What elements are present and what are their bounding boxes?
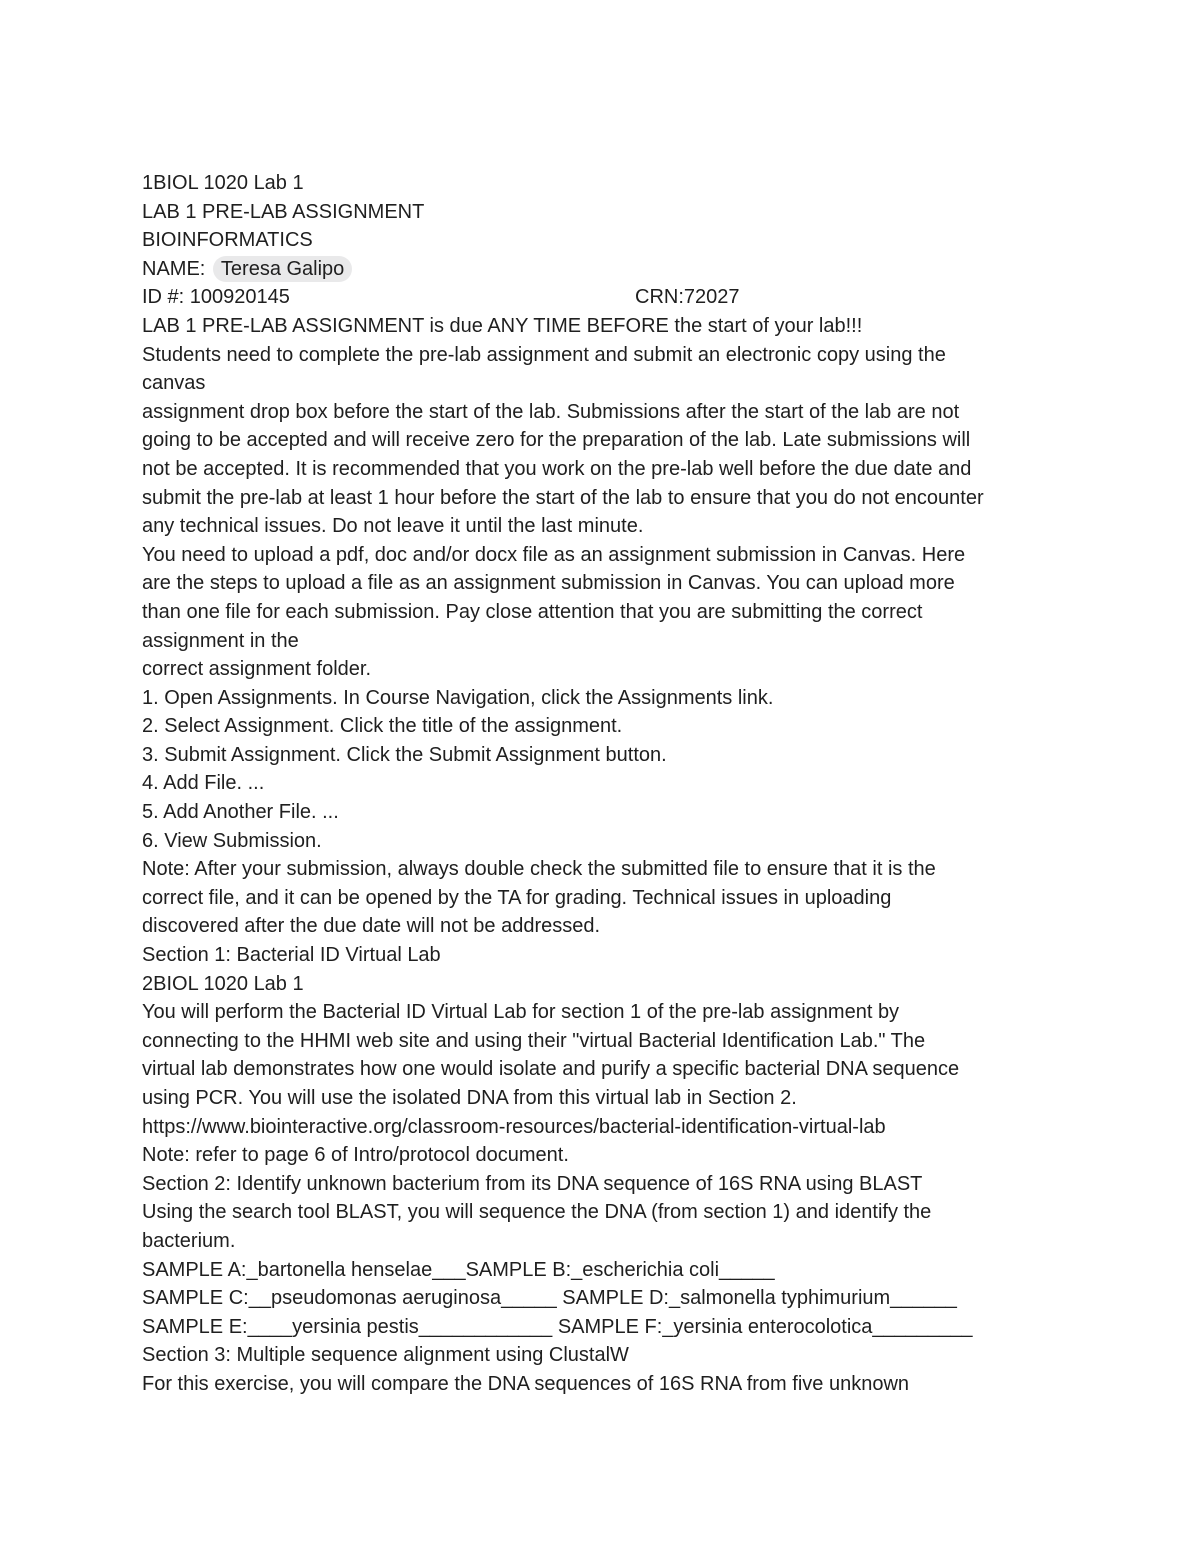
assignment-title: LAB 1 PRE-LAB ASSIGNMENT [142,200,425,223]
instruction-line: You need to upload a pdf, doc and/or docx file as an assignment submission in Canvas. Here [142,543,966,566]
note-line: correct file, and it can be opened by the TA for grading. Technical issues in uploading [142,886,892,909]
sample-line: SAMPLE A:_bartonella henselae___SAMPLE B:_escherichia coli_____ [142,1258,775,1281]
course-header: 1BIOL 1020 Lab 1 [142,172,304,194]
name-line [142,255,1062,284]
step-item: 1. Open Assignments. In Course Navigation, click the Assignments link. [142,686,774,709]
instruction-line: going to be accepted and will receive zero for the preparation of the lab. Late submissions will [142,429,971,452]
id-line [142,283,1062,312]
instruction-line: assignment drop box before the start of the lab. Submissions after the start of the lab are not [142,400,960,423]
section-1-line: connecting to the HHMI web site and using their "virtual Bacterial Identification Lab." The [142,1029,926,1052]
step-item: 3. Submit Assignment. Click the Submit Assignment button. [142,743,667,766]
document-body [142,169,1062,1399]
sample-line: SAMPLE C:__pseudomonas aeruginosa_____ SAMPLE D:_salmonella typhimurium______ [142,1287,957,1310]
virtual-lab-url: https://www.biointeractive.org/classroom-resources/bacterial-identification-virtual-lab [142,1115,886,1138]
step-item: 4. Add File. ... [142,772,265,795]
section-1-line: using PCR. You will use the isolated DNA from this virtual lab in Section 2. [142,1087,797,1109]
note-line: discovered after the due date will not be addressed. [142,915,601,938]
instruction-line: are the steps to upload a file as an assignment submission in Canvas. You can upload more [142,572,955,595]
step-item: 2. Select Assignment. Click the title of the assignment. [142,715,623,738]
instruction-line: LAB 1 PRE-LAB ASSIGNMENT is due ANY TIME BEFORE the start of your lab!!! [142,314,863,337]
section-2-line: Using the search tool BLAST, you will sequence the DNA (from section 1) and identify the [142,1201,932,1224]
instruction-line: Students need to complete the pre-lab assignment and submit an electronic copy using the [142,343,946,366]
step-item: 6. View Submission. [142,829,322,852]
section-1-line: You will perform the Bacterial ID Virtual Lab for section 1 of the pre-lab assignment by [142,1001,900,1024]
note-line: Note: After your submission, always double check the submitted file to ensure that it is the [142,858,936,881]
crn-value: CRN:72027 [635,286,740,309]
name-value-chip[interactable]: Teresa Galipo [213,256,352,282]
instruction-line: submit the pre-lab at least 1 hour before the start of the lab to ensure that you do not encounter [142,486,984,509]
section-1-note: Note: refer to page 6 of Intro/protocol document. [142,1144,569,1167]
section-2-line: bacterium. [142,1229,236,1252]
instruction-line: canvas [142,372,206,395]
section-1-line: virtual lab demonstrates how one would isolate and purify a specific bacterial DNA sequence [142,1058,960,1081]
instruction-line: correct assignment folder. [142,658,371,681]
instruction-line: not be accepted. It is recommended that you work on the pre-lab well before the due date and [142,457,972,480]
section-3-line: For this exercise, you will compare the DNA sequences of 16S RNA from five unknown [142,1372,910,1395]
name-label: NAME: [142,257,206,280]
section-2-heading: Section 2: Identify unknown bacterium from its DNA sequence of 16S RNA using BLAST [142,1172,923,1195]
section-3-heading: Section 3: Multiple sequence alignment using ClustalW [142,1344,629,1367]
instruction-line: than one file for each submission. Pay close attention that you are submitting the correct [142,600,923,623]
section-1-heading: Section 1: Bacterial ID Virtual Lab [142,944,441,967]
step-item: 5. Add Another File. ... [142,801,339,824]
instruction-line: assignment in the [142,629,299,652]
instruction-line: any technical issues. Do not leave it until the last minute. [142,515,644,538]
subject-title: BIOINFORMATICS [142,229,313,252]
sample-line: SAMPLE E:____yersinia pestis____________ SAMPLE F:_yersinia enterocolotica_________ [142,1315,973,1338]
page-2-header: 2BIOL 1020 Lab 1 [142,972,304,995]
id-label: ID #: 100920145 [142,286,290,309]
